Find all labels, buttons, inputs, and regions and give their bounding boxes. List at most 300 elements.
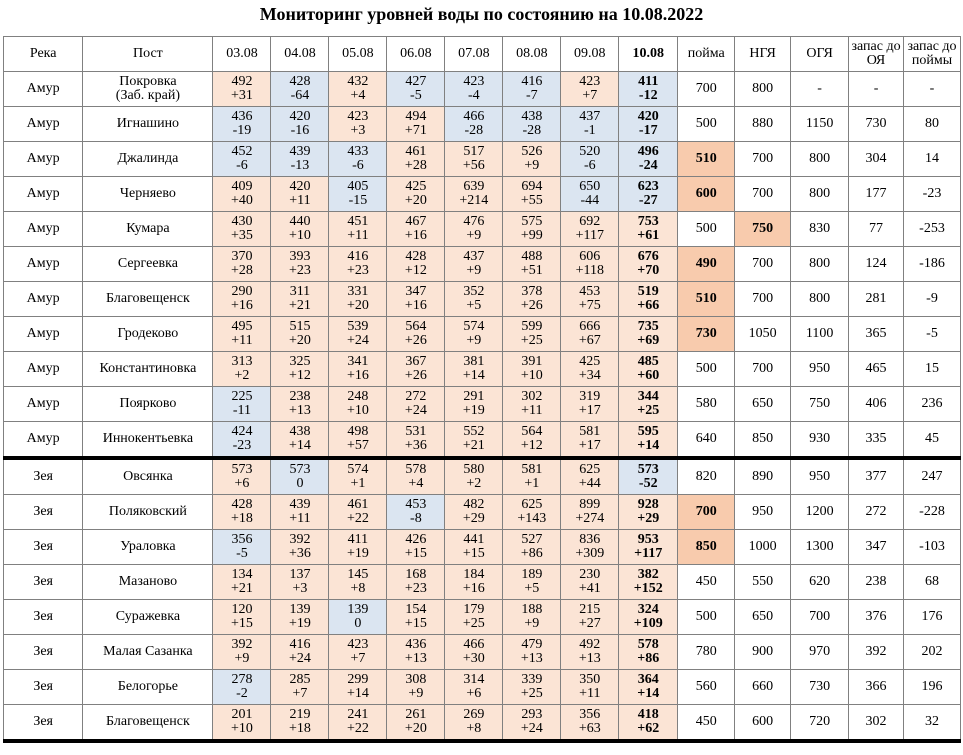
ngya-cell: 600 bbox=[735, 705, 791, 742]
level-value: 425 bbox=[405, 179, 427, 194]
level-value: 531 bbox=[405, 424, 427, 439]
level-cell bbox=[329, 635, 387, 670]
level-change: +67 bbox=[578, 333, 601, 348]
reserve-floodplain-cell: 202 bbox=[903, 635, 960, 670]
level-value: 411 bbox=[638, 74, 659, 89]
reserve-floodplain-cell: 80 bbox=[903, 107, 960, 142]
level-value: 527 bbox=[521, 532, 543, 547]
post-cell bbox=[83, 72, 213, 107]
level-value: 564 bbox=[521, 424, 543, 439]
level-change: -8 bbox=[410, 511, 422, 526]
level-change: +41 bbox=[578, 581, 601, 596]
level-cell bbox=[329, 247, 387, 282]
level-change: -64 bbox=[290, 88, 310, 103]
level-change: +6 bbox=[234, 476, 250, 491]
level-value: 495 bbox=[231, 319, 253, 334]
reserve-oya-cell: 177 bbox=[849, 177, 904, 212]
table-row bbox=[4, 422, 961, 459]
level-cell bbox=[213, 352, 271, 387]
ngya-cell: 700 bbox=[735, 247, 791, 282]
table-row bbox=[4, 635, 961, 670]
post-cell bbox=[83, 422, 213, 459]
level-change: -6 bbox=[236, 158, 248, 173]
level-change: -24 bbox=[638, 158, 658, 173]
level-cell bbox=[271, 422, 329, 459]
level-change: +25 bbox=[637, 403, 660, 418]
level-cell bbox=[445, 177, 503, 212]
level-change: -28 bbox=[522, 123, 542, 138]
level-value: 215 bbox=[579, 602, 601, 617]
level-change: +36 bbox=[404, 438, 427, 453]
level-cell bbox=[445, 565, 503, 600]
ngya-cell: 660 bbox=[735, 670, 791, 705]
level-value: 189 bbox=[521, 567, 543, 582]
post-name: Сергеевка bbox=[117, 256, 178, 271]
reserve-floodplain-cell: -253 bbox=[903, 212, 960, 247]
level-cell bbox=[503, 142, 561, 177]
level-value: 356 bbox=[579, 707, 601, 722]
level-cell bbox=[387, 670, 445, 705]
level-value: 453 bbox=[579, 284, 601, 299]
post-name: Иннокентьевка bbox=[102, 431, 194, 446]
level-change: +4 bbox=[408, 476, 424, 491]
level-change: +28 bbox=[404, 158, 427, 173]
level-value: 479 bbox=[521, 637, 543, 652]
table-row bbox=[4, 107, 961, 142]
post-name: Овсянка bbox=[123, 469, 173, 484]
level-value: 139 bbox=[289, 602, 311, 617]
level-value: 352 bbox=[463, 284, 485, 299]
ogya-cell: 930 bbox=[791, 422, 849, 459]
level-value: 314 bbox=[463, 672, 485, 687]
post-cell bbox=[83, 317, 213, 352]
reserve-floodplain-cell: -186 bbox=[903, 247, 960, 282]
table-row bbox=[4, 565, 961, 600]
level-cell bbox=[503, 600, 561, 635]
post-cell bbox=[83, 495, 213, 530]
level-cell bbox=[445, 387, 503, 422]
post-name: Покровка bbox=[119, 74, 177, 89]
level-cell bbox=[445, 530, 503, 565]
level-change: +117 bbox=[634, 546, 663, 561]
level-cell bbox=[445, 317, 503, 352]
level-cell bbox=[619, 705, 678, 742]
level-change: -16 bbox=[290, 123, 310, 138]
reserve-floodplain-cell: 14 bbox=[903, 142, 960, 177]
post-cell bbox=[83, 530, 213, 565]
level-value: 625 bbox=[521, 497, 543, 512]
ngya-cell: 800 bbox=[735, 72, 791, 107]
level-cell bbox=[445, 670, 503, 705]
level-cell bbox=[445, 247, 503, 282]
ngya-cell: 700 bbox=[735, 282, 791, 317]
ngya-cell: 750 bbox=[735, 212, 791, 247]
level-change: +8 bbox=[466, 721, 482, 736]
ogya-cell: 950 bbox=[791, 458, 849, 495]
level-cell bbox=[387, 635, 445, 670]
header-reserve-floodplain: запас до поймы bbox=[903, 37, 960, 72]
level-change: +7 bbox=[350, 651, 366, 666]
level-value: 580 bbox=[463, 462, 485, 477]
level-value: 134 bbox=[231, 567, 253, 582]
floodplain-cell: 850 bbox=[678, 530, 735, 565]
water-levels-table bbox=[3, 36, 961, 743]
level-cell bbox=[329, 282, 387, 317]
reserve-oya-cell: 335 bbox=[849, 422, 904, 459]
level-cell bbox=[387, 317, 445, 352]
level-cell bbox=[503, 212, 561, 247]
level-change: -11 bbox=[232, 403, 252, 418]
level-cell bbox=[503, 458, 561, 495]
level-cell bbox=[503, 177, 561, 212]
level-change: +61 bbox=[637, 228, 660, 243]
ngya-cell: 1050 bbox=[735, 317, 791, 352]
level-cell bbox=[619, 177, 678, 212]
level-change: +15 bbox=[404, 616, 427, 631]
level-cell bbox=[329, 317, 387, 352]
level-cell bbox=[503, 495, 561, 530]
level-value: 639 bbox=[463, 179, 485, 194]
level-cell bbox=[561, 107, 619, 142]
level-value: 325 bbox=[289, 354, 311, 369]
level-change: +7 bbox=[292, 686, 308, 701]
level-change: +21 bbox=[288, 298, 311, 313]
level-cell bbox=[329, 530, 387, 565]
ogya-cell: 800 bbox=[791, 142, 849, 177]
reserve-oya-cell: 302 bbox=[849, 705, 904, 742]
reserve-floodplain-cell: - bbox=[903, 72, 960, 107]
level-change: +21 bbox=[231, 581, 253, 596]
level-value: 526 bbox=[521, 144, 543, 159]
level-cell bbox=[445, 495, 503, 530]
level-change: +7 bbox=[582, 88, 598, 103]
level-change: +57 bbox=[346, 438, 369, 453]
level-change: +22 bbox=[346, 721, 369, 736]
table-row bbox=[4, 142, 961, 177]
level-change: +16 bbox=[462, 581, 485, 596]
post-name: Белогорье bbox=[117, 679, 179, 694]
level-cell bbox=[387, 352, 445, 387]
level-cell bbox=[561, 495, 619, 530]
reserve-floodplain-cell: -228 bbox=[903, 495, 960, 530]
level-value: 248 bbox=[347, 389, 369, 404]
post-name: Малая Сазанка bbox=[103, 644, 193, 659]
reserve-oya-cell: - bbox=[849, 72, 904, 107]
level-value: 238 bbox=[289, 389, 311, 404]
level-value: 467 bbox=[405, 214, 427, 229]
level-value: 433 bbox=[347, 144, 369, 159]
level-value: 623 bbox=[637, 179, 659, 194]
level-change: +35 bbox=[231, 228, 253, 243]
level-change: -52 bbox=[638, 476, 658, 491]
level-cell bbox=[561, 670, 619, 705]
level-value: 753 bbox=[637, 214, 659, 229]
level-cell bbox=[619, 352, 678, 387]
level-value: 378 bbox=[521, 284, 543, 299]
level-value: 650 bbox=[579, 179, 601, 194]
level-cell bbox=[387, 422, 445, 459]
level-value: 539 bbox=[347, 319, 369, 334]
level-change: +10 bbox=[231, 721, 253, 736]
ngya-cell: 850 bbox=[735, 422, 791, 459]
level-value: 439 bbox=[289, 497, 311, 512]
header-date: 07.08 bbox=[445, 37, 503, 72]
level-cell bbox=[619, 600, 678, 635]
level-change: +19 bbox=[462, 403, 485, 418]
level-cell bbox=[561, 387, 619, 422]
level-change: +11 bbox=[289, 511, 311, 526]
level-cell bbox=[271, 72, 329, 107]
level-change: +56 bbox=[462, 158, 485, 173]
level-cell bbox=[503, 247, 561, 282]
level-cell bbox=[561, 72, 619, 107]
level-change: +26 bbox=[520, 298, 543, 313]
post-name: Поляковский bbox=[108, 504, 187, 519]
ogya-cell: - bbox=[791, 72, 849, 107]
level-value: 428 bbox=[231, 497, 253, 512]
level-cell bbox=[271, 600, 329, 635]
level-cell bbox=[619, 530, 678, 565]
level-value: 578 bbox=[637, 637, 659, 652]
level-cell bbox=[329, 177, 387, 212]
level-value: 302 bbox=[521, 389, 543, 404]
level-change: +69 bbox=[637, 333, 660, 348]
level-cell bbox=[213, 565, 271, 600]
level-change: +5 bbox=[524, 581, 540, 596]
table-row bbox=[4, 495, 961, 530]
level-value: 452 bbox=[231, 144, 253, 159]
ngya-cell: 700 bbox=[735, 142, 791, 177]
ngya-cell: 700 bbox=[735, 177, 791, 212]
level-value: 405 bbox=[347, 179, 369, 194]
post-name: Благовещенск bbox=[106, 291, 190, 306]
reserve-oya-cell: 238 bbox=[849, 565, 904, 600]
river-cell: Амур bbox=[4, 142, 83, 177]
reserve-floodplain-cell: -23 bbox=[903, 177, 960, 212]
level-cell bbox=[387, 177, 445, 212]
post-name: Джалинда bbox=[117, 151, 179, 166]
floodplain-cell: 700 bbox=[678, 495, 735, 530]
level-cell bbox=[271, 352, 329, 387]
level-cell bbox=[561, 635, 619, 670]
reserve-oya-cell: 272 bbox=[849, 495, 904, 530]
ogya-cell: 1150 bbox=[791, 107, 849, 142]
level-change: +15 bbox=[231, 616, 253, 631]
level-value: 676 bbox=[637, 249, 659, 264]
river-cell: Амур bbox=[4, 107, 83, 142]
level-change: +12 bbox=[520, 438, 543, 453]
level-value: 466 bbox=[463, 637, 485, 652]
table-row bbox=[4, 352, 961, 387]
level-value: 496 bbox=[637, 144, 659, 159]
level-value: 311 bbox=[289, 284, 311, 299]
post-name: Константиновка bbox=[99, 361, 197, 376]
ogya-cell: 620 bbox=[791, 565, 849, 600]
river-cell: Зея bbox=[4, 458, 83, 495]
header-floodplain: пойма bbox=[678, 37, 735, 72]
level-change: +71 bbox=[404, 123, 427, 138]
ogya-cell: 830 bbox=[791, 212, 849, 247]
level-value: 420 bbox=[637, 109, 659, 124]
level-cell bbox=[213, 495, 271, 530]
floodplain-cell: 500 bbox=[678, 107, 735, 142]
level-cell bbox=[213, 212, 271, 247]
page-title: Мониторинг уровней воды по состоянию на 10.08.2022 bbox=[259, 4, 704, 24]
ogya-cell: 730 bbox=[791, 670, 849, 705]
level-cell bbox=[329, 107, 387, 142]
level-value: 416 bbox=[347, 249, 369, 264]
level-cell bbox=[387, 600, 445, 635]
level-cell bbox=[387, 247, 445, 282]
level-value: 392 bbox=[231, 637, 253, 652]
header-post: Пост bbox=[83, 37, 213, 72]
level-cell bbox=[271, 317, 329, 352]
level-value: 427 bbox=[405, 74, 427, 89]
ogya-cell: 1200 bbox=[791, 495, 849, 530]
ngya-cell: 550 bbox=[735, 565, 791, 600]
level-value: 432 bbox=[347, 74, 369, 89]
river-cell: Зея bbox=[4, 705, 83, 742]
level-cell bbox=[271, 177, 329, 212]
level-value: 225 bbox=[231, 389, 253, 404]
level-value: 488 bbox=[521, 249, 543, 264]
post-cell bbox=[83, 142, 213, 177]
river-cell: Зея bbox=[4, 565, 83, 600]
reserve-floodplain-cell: 15 bbox=[903, 352, 960, 387]
header-date: 04.08 bbox=[271, 37, 329, 72]
ogya-cell: 700 bbox=[791, 600, 849, 635]
level-cell bbox=[271, 705, 329, 742]
level-cell bbox=[213, 600, 271, 635]
level-change: +23 bbox=[346, 263, 369, 278]
level-value: 201 bbox=[231, 707, 253, 722]
post-cell bbox=[83, 458, 213, 495]
floodplain-cell: 600 bbox=[678, 177, 735, 212]
header-reserve-oya: запас до ОЯ bbox=[849, 37, 904, 72]
ngya-cell: 1000 bbox=[735, 530, 791, 565]
level-cell bbox=[329, 495, 387, 530]
level-change: +26 bbox=[404, 333, 427, 348]
level-change: +13 bbox=[520, 651, 543, 666]
level-change: +3 bbox=[350, 123, 366, 138]
level-cell bbox=[213, 670, 271, 705]
level-value: 451 bbox=[347, 214, 369, 229]
level-value: 418 bbox=[637, 707, 659, 722]
level-cell bbox=[503, 530, 561, 565]
table-row bbox=[4, 317, 961, 352]
level-cell bbox=[387, 282, 445, 317]
level-change: +14 bbox=[462, 368, 485, 383]
post-cell bbox=[83, 600, 213, 635]
reserve-oya-cell: 365 bbox=[849, 317, 904, 352]
level-cell bbox=[329, 670, 387, 705]
level-change: +152 bbox=[633, 581, 663, 596]
level-value: 515 bbox=[289, 319, 311, 334]
reserve-oya-cell: 465 bbox=[849, 352, 904, 387]
level-change: -44 bbox=[580, 193, 600, 208]
level-cell bbox=[503, 72, 561, 107]
level-value: 595 bbox=[637, 424, 659, 439]
level-value: 520 bbox=[579, 144, 601, 159]
level-cell bbox=[619, 317, 678, 352]
level-cell bbox=[387, 530, 445, 565]
level-change: -15 bbox=[348, 193, 368, 208]
level-value: 692 bbox=[579, 214, 601, 229]
table-row bbox=[4, 458, 961, 495]
level-value: 436 bbox=[405, 637, 427, 652]
level-cell bbox=[329, 352, 387, 387]
level-change: +20 bbox=[346, 298, 369, 313]
level-cell bbox=[271, 282, 329, 317]
level-value: 694 bbox=[521, 179, 543, 194]
level-cell bbox=[619, 670, 678, 705]
level-value: 261 bbox=[405, 707, 427, 722]
level-value: 666 bbox=[579, 319, 601, 334]
reserve-oya-cell: 377 bbox=[849, 458, 904, 495]
level-cell bbox=[445, 705, 503, 742]
level-change: -6 bbox=[583, 158, 596, 173]
floodplain-cell: 450 bbox=[678, 565, 735, 600]
river-cell: Амур bbox=[4, 212, 83, 247]
level-change: +274 bbox=[575, 511, 605, 526]
level-change: +16 bbox=[404, 228, 427, 243]
ngya-cell: 880 bbox=[735, 107, 791, 142]
post-cell bbox=[83, 212, 213, 247]
level-value: 494 bbox=[405, 109, 427, 124]
level-value: 168 bbox=[405, 567, 427, 582]
level-cell bbox=[213, 458, 271, 495]
level-change: +19 bbox=[288, 616, 311, 631]
table-row bbox=[4, 72, 961, 107]
level-cell bbox=[271, 387, 329, 422]
level-cell bbox=[213, 177, 271, 212]
level-change: +9 bbox=[466, 228, 482, 243]
level-value: 552 bbox=[463, 424, 485, 439]
floodplain-cell: 510 bbox=[678, 142, 735, 177]
reserve-floodplain-cell: 176 bbox=[903, 600, 960, 635]
level-cell bbox=[213, 282, 271, 317]
level-value: 269 bbox=[463, 707, 485, 722]
level-value: 438 bbox=[521, 109, 543, 124]
level-change: +14 bbox=[637, 438, 660, 453]
level-change: +62 bbox=[637, 721, 660, 736]
level-value: 441 bbox=[463, 532, 485, 547]
reserve-oya-cell: 730 bbox=[849, 107, 904, 142]
level-cell bbox=[619, 565, 678, 600]
level-cell bbox=[561, 458, 619, 495]
level-cell bbox=[503, 387, 561, 422]
level-cell bbox=[561, 530, 619, 565]
level-cell bbox=[271, 530, 329, 565]
level-value: 573 bbox=[289, 462, 311, 477]
level-cell bbox=[329, 72, 387, 107]
river-cell: Зея bbox=[4, 495, 83, 530]
level-value: 367 bbox=[405, 354, 427, 369]
level-change: -27 bbox=[638, 193, 658, 208]
level-cell bbox=[619, 458, 678, 495]
level-change: +9 bbox=[466, 333, 482, 348]
level-change: +14 bbox=[288, 438, 311, 453]
level-change: +18 bbox=[231, 511, 253, 526]
level-change: -5 bbox=[236, 546, 248, 561]
reserve-floodplain-cell: 236 bbox=[903, 387, 960, 422]
level-change: +109 bbox=[633, 616, 663, 631]
level-change: +99 bbox=[520, 228, 543, 243]
level-change: +19 bbox=[346, 546, 369, 561]
level-value: 154 bbox=[405, 602, 427, 617]
level-value: 290 bbox=[231, 284, 253, 299]
level-cell bbox=[387, 705, 445, 742]
